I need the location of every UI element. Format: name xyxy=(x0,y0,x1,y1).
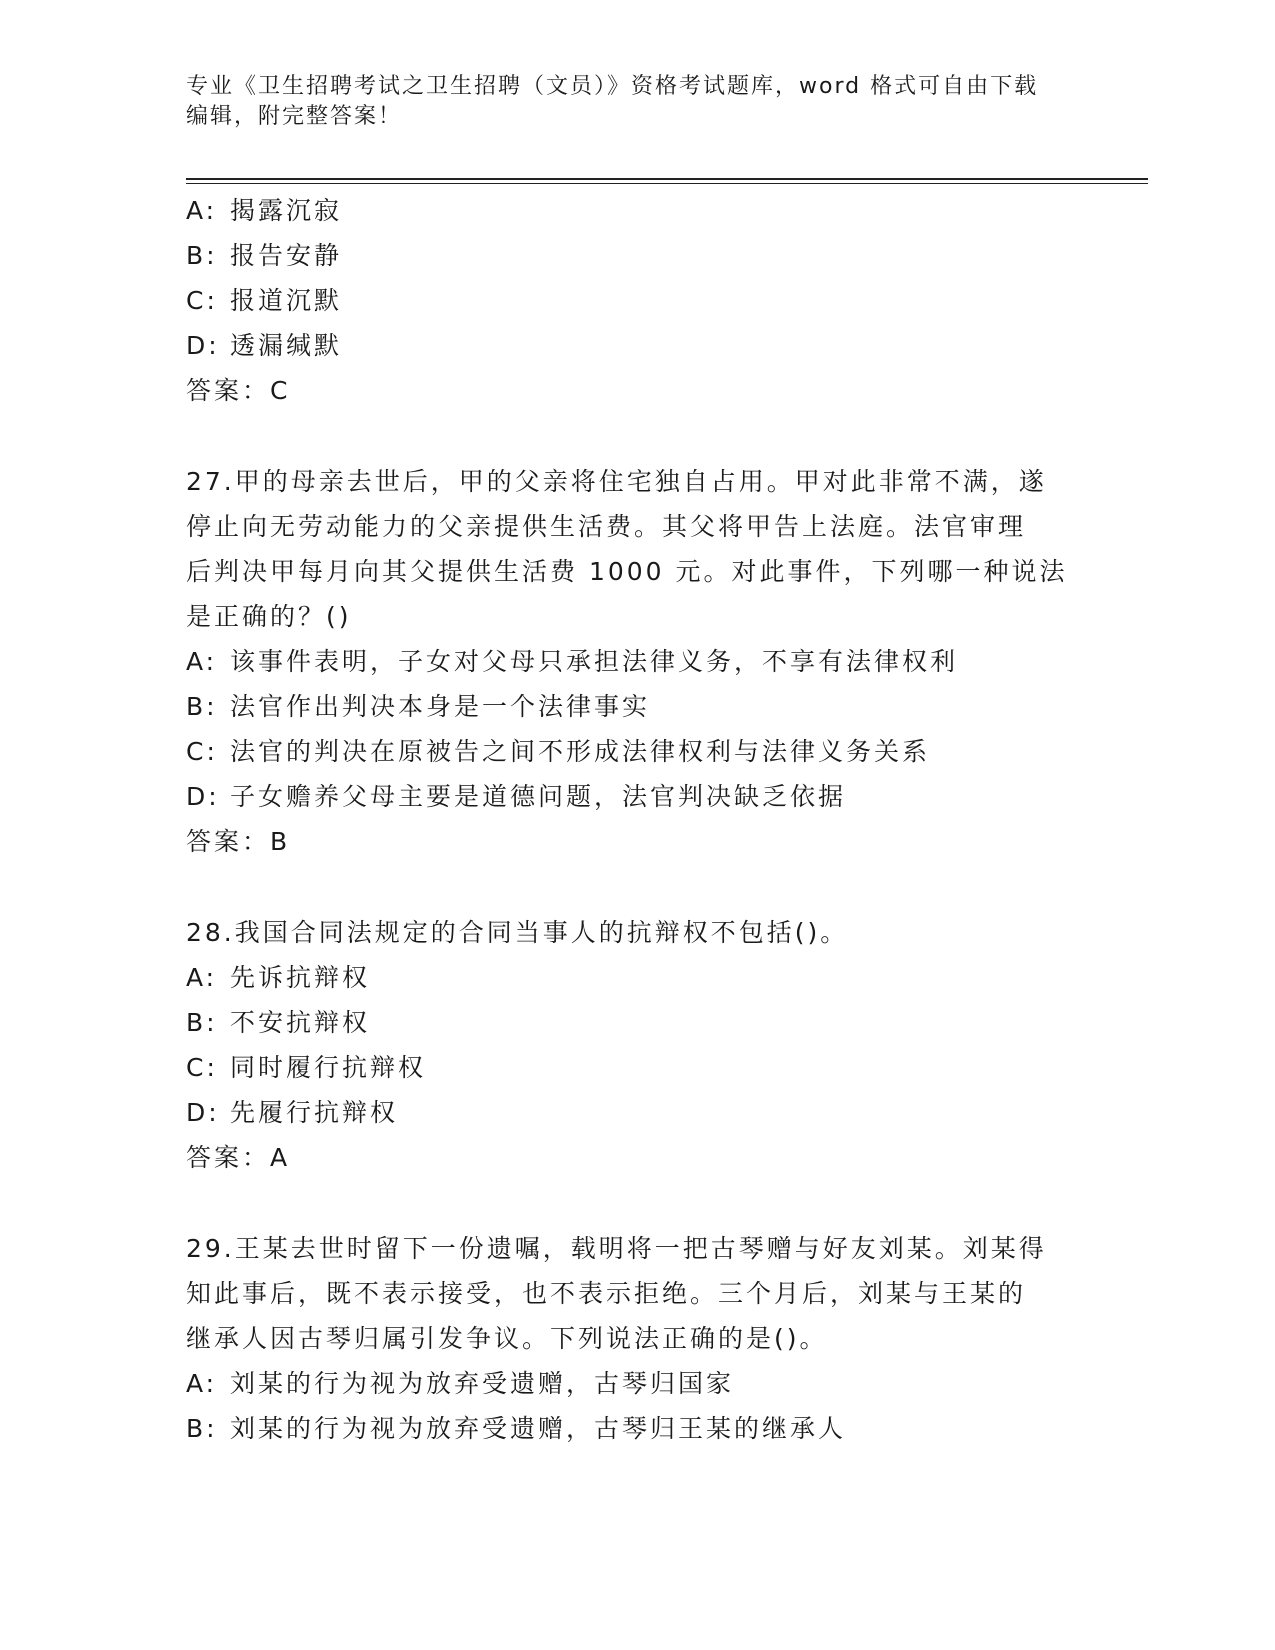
option-b: B: 法官作出判决本身是一个法律事实 xyxy=(186,692,651,721)
option-d: D: 透漏缄默 xyxy=(186,331,343,360)
option-b: B: 刘某的行为视为放弃受遗赠，古琴归王某的继承人 xyxy=(186,1414,847,1443)
option-c: C: 报道沉默 xyxy=(186,286,343,315)
question-text-line: 后判决甲每月向其父提供生活费 1000 元。对此事件，下列哪一种说法 xyxy=(186,557,1068,586)
option-c: C: 同时履行抗辩权 xyxy=(186,1053,427,1082)
spacer xyxy=(186,413,1086,459)
question-text-line: 是正确的？() xyxy=(186,602,352,631)
option-a: A: 先诉抗辩权 xyxy=(186,963,371,992)
question-text-line: 知此事后，既不表示接受，也不表示拒绝。三个月后，刘某与王某的 xyxy=(186,1279,1027,1308)
header-rule-thick xyxy=(186,178,1148,180)
option-d: D: 先履行抗辩权 xyxy=(186,1098,399,1127)
option-a: A: 刘某的行为视为放弃受遗赠，古琴归国家 xyxy=(186,1369,735,1398)
header-line-2: 编辑，附完整答案！ xyxy=(186,104,403,129)
question-list xyxy=(186,188,1086,1451)
question-29 xyxy=(186,1226,1086,1451)
question-text-line: 继承人因古琴归属引发争议。下列说法正确的是()。 xyxy=(186,1324,828,1353)
option-a: A: 该事件表明，子女对父母只承担法律义务，不享有法律权利 xyxy=(186,647,959,676)
answer: 答案：B xyxy=(186,827,291,856)
answer: 答案：A xyxy=(186,1143,291,1172)
question-text-line: 27.甲的母亲去世后，甲的父亲将住宅独自占用。甲对此非常不满，遂 xyxy=(186,467,1047,496)
option-a: A: 揭露沉寂 xyxy=(186,196,343,225)
answer: 答案：C xyxy=(186,376,291,405)
spacer xyxy=(186,1180,1086,1226)
question-27 xyxy=(186,459,1086,864)
question-28 xyxy=(186,910,1086,1180)
option-b: B: 报告安静 xyxy=(186,241,343,270)
document-header xyxy=(186,72,1066,132)
question-26 xyxy=(186,188,1086,413)
option-b: B: 不安抗辩权 xyxy=(186,1008,371,1037)
question-text-line: 停止向无劳动能力的父亲提供生活费。其父将甲告上法庭。法官审理 xyxy=(186,512,1027,541)
question-text-line: 28.我国合同法规定的合同当事人的抗辩权不包括()。 xyxy=(186,918,849,947)
option-c: C: 法官的判决在原被告之间不形成法律权利与法律义务关系 xyxy=(186,737,931,766)
question-text-line: 29.王某去世时留下一份遗嘱，载明将一把古琴赠与好友刘某。刘某得 xyxy=(186,1234,1047,1263)
option-d: D: 子女赡养父母主要是道德问题，法官判决缺乏依据 xyxy=(186,782,847,811)
spacer xyxy=(186,864,1086,910)
header-line-1: 专业《卫生招聘考试之卫生招聘（文员）》资格考试题库，word 格式可自由下载 xyxy=(186,74,1039,99)
header-rule-thin xyxy=(186,183,1148,184)
